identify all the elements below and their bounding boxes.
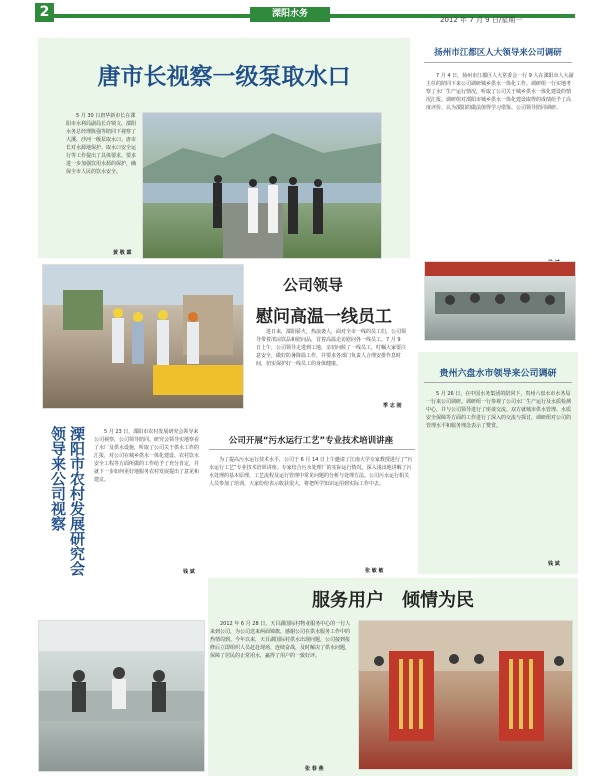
training-article-author: 张 敏 敏 [365,568,384,574]
main-article-body: 5 月 30 日唐华新市长在溧阳市水利局副局长许锁文、溧阳水务总经理陈强等陪同下视察了大溪、沙河一级泵取水口。唐市长对水源地保护、取水口安全运行等工作提出了具体要求，要求进一步加强饮用水源的保护，确保全市人民的饮水安全。 [66,113,136,175]
county-article-author: 钱 斌 [183,569,195,575]
photo-officials-icon [142,112,382,259]
service-article-body: 2012 年 6 月 28 日，天目湖国际村物业服务中心的一行人来到公司，为公司送来两面锦旗，感谢公司在供水服务工作中的热情周到。今年以来，天目湖国际村供水出现问题，公司接到报修后立即组织人员赶赴现场，连续奋战，及时解决了供水问题，保障了居民的正常用水，赢得了用户的一致好评。 [210,621,351,659]
guizhou-article [418,352,578,574]
guizhou-article-body: 5 月 26 日，在中国水务集团的陪同下，贵州六盘水市水务局一行来公司调研。调研组一行参观了公司水厂生产运行及水质检测中心，并与公司领导进行了座谈交流。双方就城市供水管理、水质安全保障等方面的工作进行了深入的交流与探讨，调研组对公司的管理水平和服务理念表示了赞赏。 [426,391,572,429]
photo-banner-icon [358,620,573,770]
main-article-author: 黄 敬 霖 [113,250,132,256]
section-tag: 溧阳水务 [250,7,330,22]
staff-article-title-2: 慰问高温一线员工 [256,307,392,327]
main-article [38,38,410,258]
training-article-title: 公司开展“污水运行工艺”专业技术培训讲座 [228,436,394,446]
training-article-body: 为了提高污水运行技术水平，公司于 6 月 14 日上午邀请了江南大学专家教授进行了“污水运行工艺”专业技术培训讲座。专家结合污水处理厂的实际运行情况，深入浅出地讲解了污水处理的基本原理、工艺流程及运行管理中常见问题的分析与处理方法。公司污水运行相关人员参加了培训，大家纷纷表示收获很大，将把所学知识运用到实际工作中去。 [209,457,413,487]
page-number: 2 [35,3,54,22]
staff-article-author: 季 志 刚 [383,403,402,409]
guizhou-article-author: 钱 斌 [548,561,560,567]
guizhou-article-title: 贵州六盘水市领导来公司调研 [439,369,557,379]
yangzhou-article-body: 7 月 4 日，扬州市江都区人大常委会一行 9 人在溧阳市人大副主任的陪同下来公司调研城乡供水一体化工作。调研组一行实地考察了水厂生产运行情况，听取了公司关于城乡供水一体化建设的情况汇报。调研组对溧阳市城乡供水一体化建设取得的成绩给予了高度评价，认为溧阳的做法值得学习借鉴。公司领导陪同调研。 [426,73,574,111]
staff-article-title-1: 公司领导 [283,276,344,294]
issue-date: 2012 年 7 月 9 日/星期一 [440,16,523,24]
staff-article [38,262,410,412]
training-article [205,418,417,578]
divider [209,449,415,450]
staff-article-body: 进日来，溧阳骄火，热浪袭人，面对全市一线的员工们，公司领导带着清凉饮品和慰问品，冒着高温走访慰问各一线员工。7 月 9 日上午，公司领导走进到工地，亲切问候了一线员工，叮嘱大家要注意安全，做好防暑降温工作，并要求各部门负责人合理安排作息时间，切实保护好一线员工的身体健康。 [256,329,406,367]
county-article-title: 溧阳市农村发展研究会领导来公司视察 [49,426,86,576]
service-article-title: 服务用户 倾情为民 [312,590,474,611]
divider [424,62,572,63]
county-article [38,418,203,578]
yangzhou-article-title: 扬州市江都区人大领导来公司调研 [434,48,562,58]
yangzhou-article [418,38,578,343]
photo-workers-icon [42,264,244,409]
main-article-title: 唐市长视察一级泵取水口 [97,63,351,90]
photo-meeting-icon [38,620,205,772]
county-article-body: 5 月 23 日，溧阳市农村发展研究会领导来公司视察，公司领导陪同。研究会领导实地察看了水厂及供水设施，听取了公司关于供水工作的汇报，对公司在城乡供水一体化建设、农村饮水安全工程等方面所做的工作给予了充分肯定，并就下一步如何更好地服务农村发展提出了意见和建议。 [94,429,200,483]
service-article-author: 张 春 燕 [305,766,324,772]
photo-meeting-icon [424,261,576,341]
divider [424,382,572,383]
